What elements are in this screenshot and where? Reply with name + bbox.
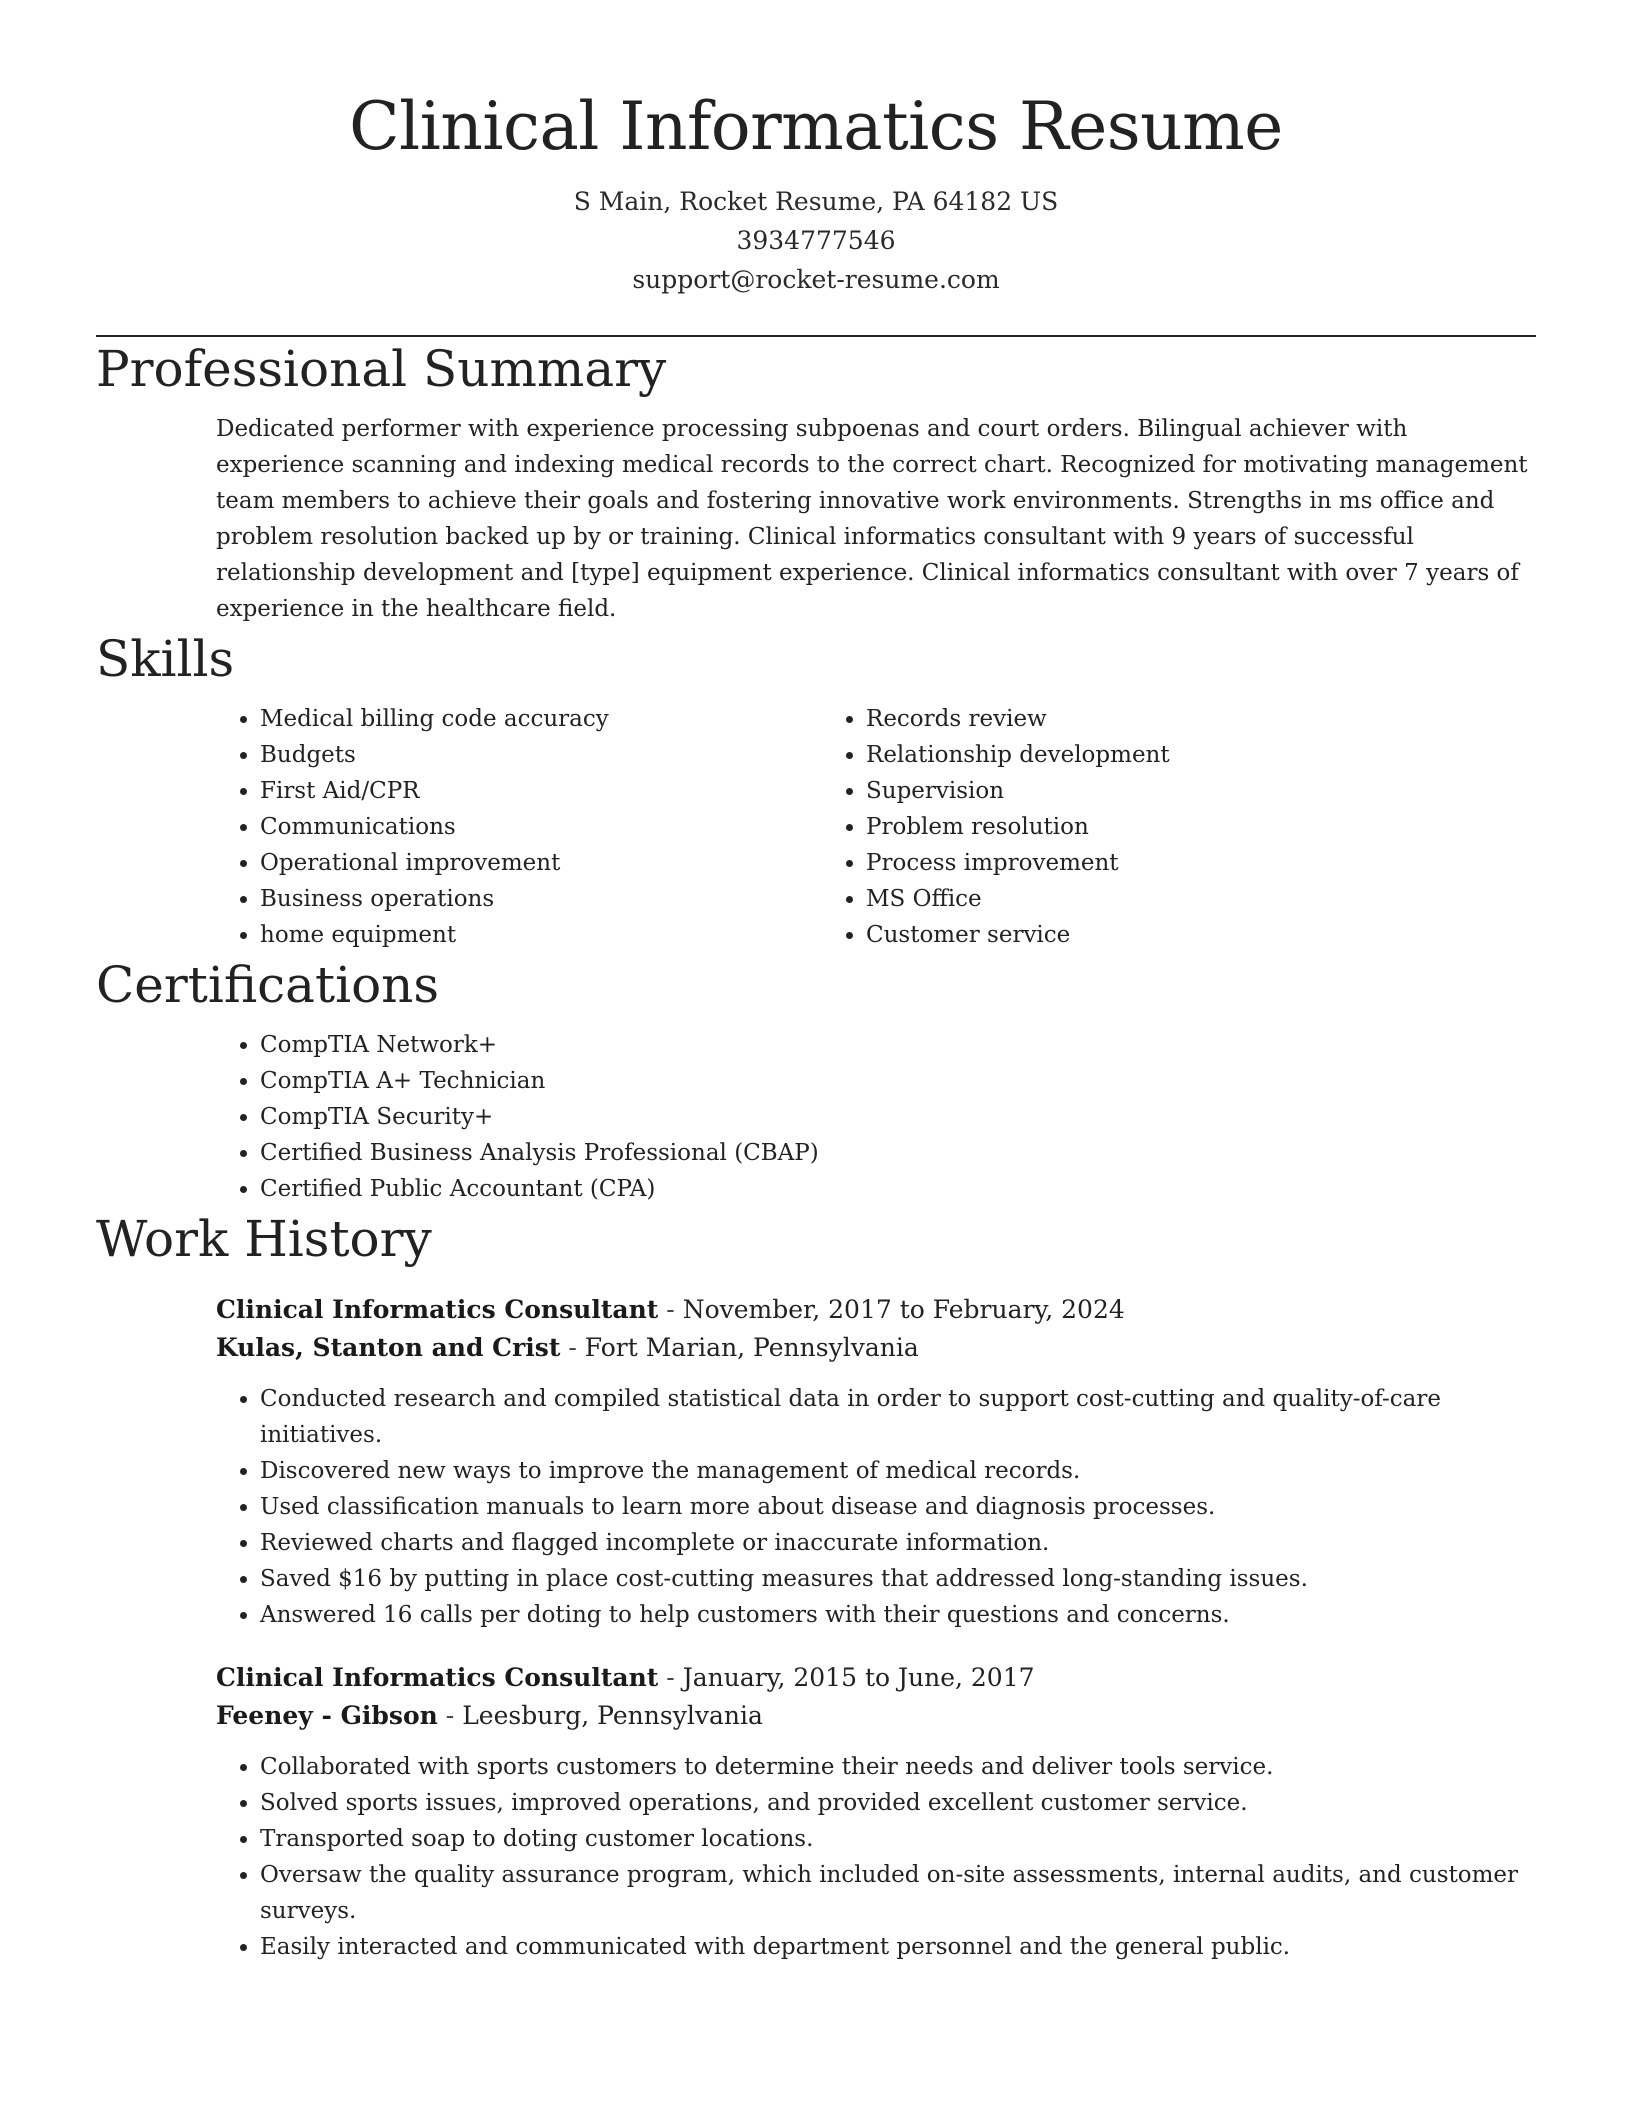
contact-email: support@rocket-resume.com — [632, 265, 1000, 294]
job-entry — [216, 1659, 1536, 1965]
skills-columns — [216, 701, 1536, 953]
separator: - — [666, 1295, 675, 1324]
job-bullets — [216, 1749, 1536, 1965]
contact-address: S Main, Rocket Resume, PA 64182 US — [573, 187, 1059, 216]
job-bullet: • Reviewed charts and flagged incomplete or inaccurate information. — [260, 1525, 1536, 1561]
skill-item: • First Aid/CPR — [260, 773, 822, 809]
skill-item: • Operational improvement — [260, 845, 822, 881]
job-location: Fort Marian, Pennsylvania — [584, 1333, 919, 1362]
job-bullet: • Oversaw the quality assurance program, which included on-site assessments, internal audits, and customer surveys. — [260, 1857, 1536, 1929]
summary-text: Dedicated performer with experience processing subpoenas and court orders. Bilingual achiever with experience scanning and indexing medical records to the correct chart. Recognized for motivating management team members to achieve their goals and fostering innovative work environments. Strengths in ms office and problem resolution backed up by or training. Clinical informatics consultant with 9 years of successful relationship development and [type] equipment experience. Clinical informatics consultant with over 7 years of experience in the healthcare field. — [216, 416, 1528, 622]
certifications-list — [216, 1027, 1536, 1207]
separator: - — [445, 1701, 455, 1730]
certification-item: • Certified Business Analysis Professional (CBAP) — [260, 1135, 1536, 1171]
skill-item: • Business operations — [260, 881, 822, 917]
skills-list-left — [216, 701, 822, 953]
job-title: Clinical Informatics Consultant — [216, 1663, 659, 1692]
job-bullet: • Easily interacted and communicated with department personnel and the general public. — [260, 1929, 1536, 1965]
job-company-line — [216, 1697, 1536, 1735]
job-title-line — [216, 1291, 1536, 1329]
resume-page — [96, 0, 1536, 1965]
job-bullet: • Conducted research and compiled statistical data in order to support cost-cutting and quality-of-care initiatives. — [260, 1381, 1536, 1453]
skill-item: • Medical billing code accuracy — [260, 701, 822, 737]
skill-item: • Relationship development — [866, 737, 1428, 773]
skill-item: • Supervision — [866, 773, 1428, 809]
skill-item: • Records review — [866, 701, 1428, 737]
skill-item: • Communications — [260, 809, 822, 845]
skill-item: • MS Office — [866, 881, 1428, 917]
skill-item: • Problem resolution — [866, 809, 1428, 845]
contact-block — [96, 182, 1536, 299]
job-title: Clinical Informatics Consultant — [216, 1295, 659, 1324]
job-bullet: • Saved $16 by putting in place cost-cutting measures that addressed long-standing issues. — [260, 1561, 1536, 1597]
separator: - — [568, 1333, 577, 1362]
job-bullet: • Answered 16 calls per doting to help customers with their questions and concerns. — [260, 1597, 1536, 1633]
certification-item: • CompTIA Network+ — [260, 1027, 1536, 1063]
separator: - — [666, 1663, 675, 1692]
resume-title: Clinical Informatics Resume — [349, 88, 1283, 165]
job-company: Feeney - Gibson — [216, 1701, 438, 1730]
job-bullet: • Collaborated with sports customers to determine their needs and deliver tools service. — [260, 1749, 1536, 1785]
job-title-line — [216, 1659, 1536, 1697]
skill-item: • Process improvement — [866, 845, 1428, 881]
job-company-line — [216, 1329, 1536, 1367]
job-entry — [216, 1291, 1536, 1633]
section-heading-skills: Skills — [96, 630, 235, 688]
job-dates: November, 2017 to February, 2024 — [682, 1295, 1125, 1324]
section-heading-summary: Professional Summary — [96, 340, 667, 398]
skills-list-right — [822, 701, 1428, 953]
skill-item: • Customer service — [866, 917, 1428, 953]
contact-phone: 3934777546 — [736, 226, 896, 255]
section-heading-work-history: Work History — [96, 1210, 432, 1268]
skill-item: • home equipment — [260, 917, 822, 953]
job-bullet: • Solved sports issues, improved operations, and provided excellent customer service. — [260, 1785, 1536, 1821]
job-bullet: • Used classification manuals to learn more about disease and diagnosis processes. — [260, 1489, 1536, 1525]
section-heading-certifications: Certifications — [96, 956, 440, 1014]
certification-item: • Certified Public Accountant (CPA) — [260, 1171, 1536, 1207]
job-bullet: • Discovered new ways to improve the management of medical records. — [260, 1453, 1536, 1489]
job-dates: January, 2015 to June, 2017 — [682, 1663, 1035, 1692]
skill-item: • Budgets — [260, 737, 822, 773]
job-company: Kulas, Stanton and Crist — [216, 1333, 561, 1362]
job-bullets — [216, 1381, 1536, 1633]
job-bullet: • Transported soap to doting customer locations. — [260, 1821, 1536, 1857]
job-location: Leesburg, Pennsylvania — [462, 1701, 763, 1730]
certification-item: • CompTIA A+ Technician — [260, 1063, 1536, 1099]
certification-item: • CompTIA Security+ — [260, 1099, 1536, 1135]
